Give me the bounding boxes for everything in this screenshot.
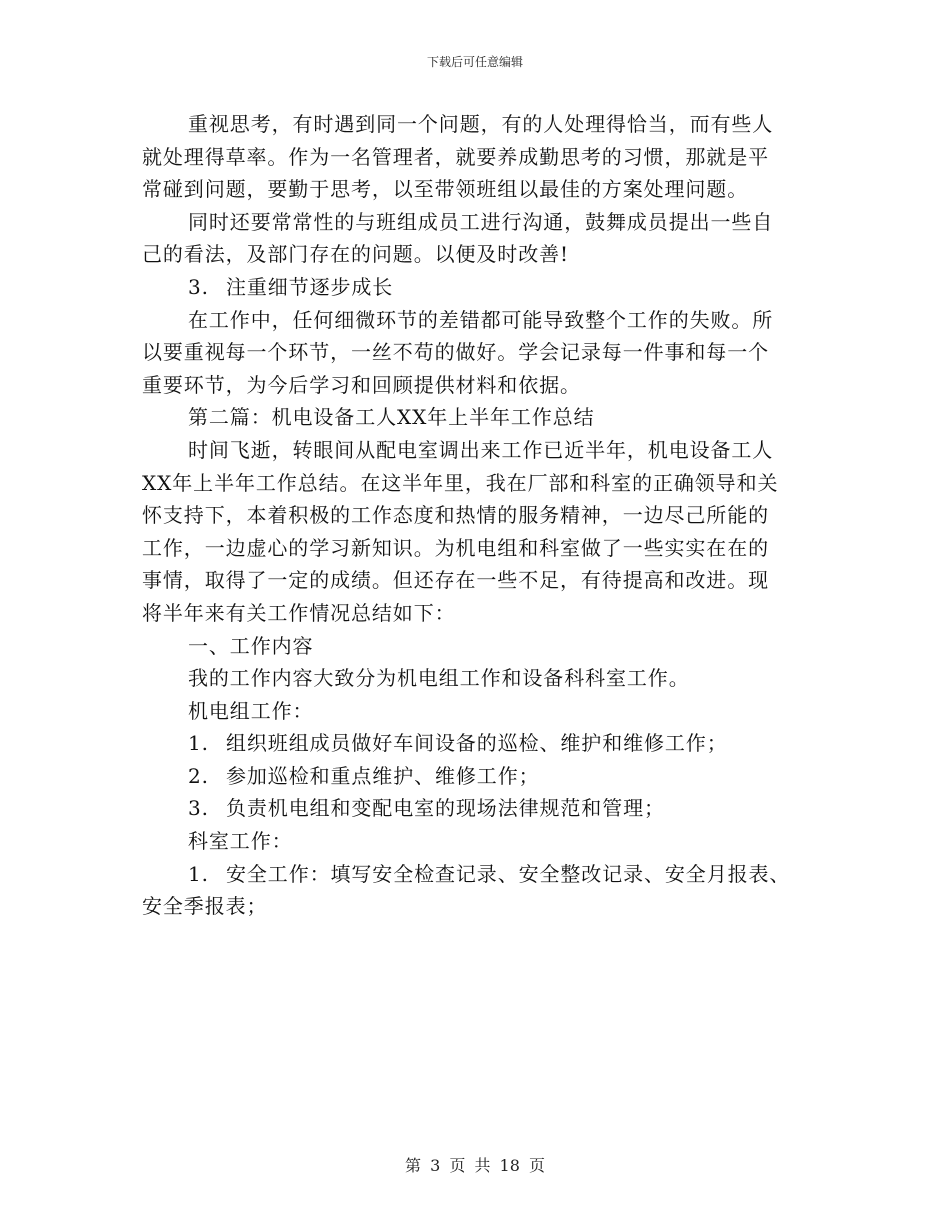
subsection-label [142, 695, 808, 728]
paragraph-line [142, 499, 808, 532]
item-number: 1. [188, 861, 209, 886]
paragraph-line [142, 304, 808, 337]
line-text: 第二篇：机电设备工人XX年上半年工作总结 [188, 405, 595, 430]
paragraph-line [142, 662, 808, 695]
paragraph-line [142, 206, 808, 239]
line-text: 同时还要常常性的与班组成员工进行沟通，鼓舞成员提出一些自 [188, 209, 774, 234]
paragraph-line [142, 108, 808, 141]
paragraph-line [142, 434, 808, 467]
line-text: 负责机电组和变配电室的现场法律规范和管理； [226, 796, 665, 821]
paragraph-line [142, 532, 808, 565]
line-text: 时间飞逝，转眼间从配电室调出来工作已近半年，机电设备工人 [188, 437, 774, 462]
line-text: 一、工作内容 [188, 633, 314, 658]
paragraph-line [142, 369, 808, 402]
paragraph-line [142, 238, 808, 271]
item-number: 3. [188, 796, 209, 821]
item-number: 1. [188, 731, 209, 756]
line-text: 在工作中，任何细微环节的差错都可能导致整个工作的失败。所 [188, 307, 774, 332]
line-text: 工作，一边虚心的学习新知识。为机电组和科室做了一些实实在在的 [142, 535, 769, 560]
line-text: 科室工作： [188, 829, 293, 854]
item-number: 2. [188, 763, 209, 788]
line-text: 己的看法，及部门存在的问题。以便及时改善! [142, 242, 569, 267]
page-footer: 第 3 页 共 18 页 [405, 1156, 545, 1175]
item-number: 3. [188, 274, 209, 299]
section-title [142, 401, 808, 434]
line-text: XX年上半年工作总结。在这半年里，我在厂部和科室的正确领导和关 [142, 470, 779, 495]
line-text: 就处理得草率。作为一名管理者，就要养成勤思考的习惯，那就是平 [142, 144, 769, 169]
paragraph-line [142, 564, 808, 597]
line-text: 重要环节，为今后学习和回顾提供材料和依据。 [142, 372, 581, 397]
line-text: 安全工作：填写安全检查记录、安全整改记录、安全月报表、 [226, 861, 791, 886]
list-item [142, 727, 808, 760]
list-item-continuation [142, 890, 808, 923]
body-text [142, 108, 808, 923]
line-text: 以要重视每一个环节，一丝不苟的做好。学会记录每一件事和每一个 [142, 340, 769, 365]
line-text: 我的工作内容大致分为机电组工作和设备科科室工作。 [188, 666, 690, 691]
line-text: 参加巡检和重点维护、维修工作； [226, 763, 540, 788]
subsection-label [142, 825, 808, 858]
line-text: 重视思考，有时遇到同一个问题，有的人处理得恰当，而有些人 [188, 112, 774, 136]
line-text: 常碰到问题，要勤于思考，以至带领班组以最佳的方案处理问题。 [142, 177, 749, 202]
list-item [142, 858, 808, 891]
page-header: 下载后可任意编辑 [426, 55, 523, 69]
paragraph-line [142, 173, 808, 206]
line-text: 安全季报表； [142, 894, 268, 919]
paragraph-line [142, 467, 808, 500]
line-text: 事情，取得了一定的成绩。但还存在一些不足，有待提高和改进。现 [142, 568, 769, 593]
line-text: 注重细节逐步成长 [226, 274, 394, 299]
section-heading [142, 630, 808, 663]
paragraph-line [142, 336, 808, 369]
list-item [142, 792, 808, 825]
paragraph-line [142, 141, 808, 174]
line-text: 机电组工作： [188, 698, 314, 723]
line-text: 怀支持下，本着积极的工作态度和热情的服务精神，一边尽己所能的 [142, 503, 769, 528]
section-heading [142, 271, 808, 304]
paragraph-line [142, 597, 808, 630]
line-text: 组织班组成员做好车间设备的巡检、维护和维修工作； [226, 731, 728, 756]
list-item [142, 760, 808, 793]
line-text: 将半年来有关工作情况总结如下： [142, 600, 456, 625]
